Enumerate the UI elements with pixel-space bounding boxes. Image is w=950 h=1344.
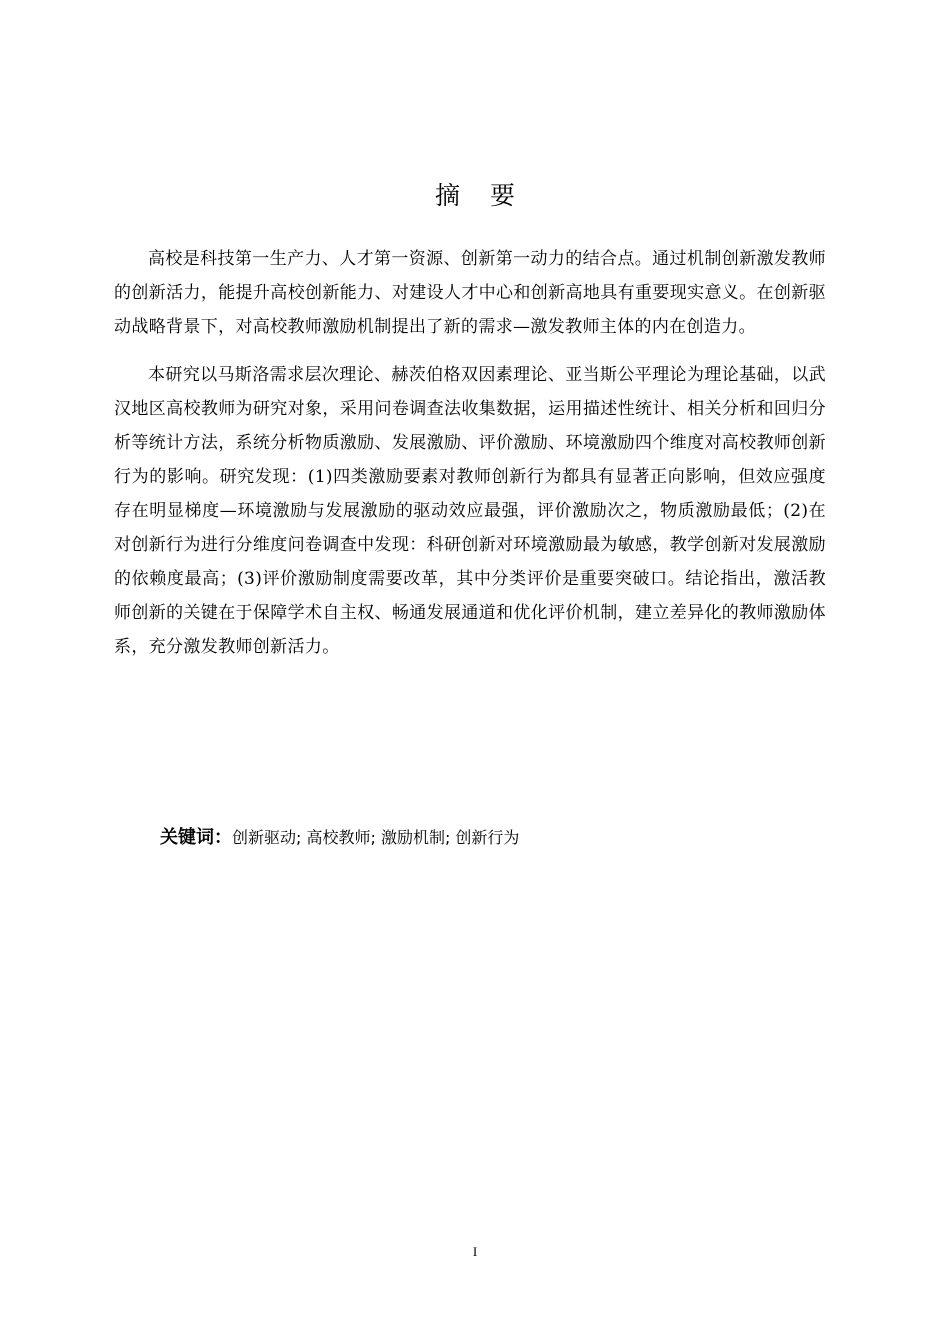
keywords-line (160, 822, 810, 854)
abstract-body (114, 242, 826, 678)
abstract-title: 摘要 (434, 181, 545, 210)
keywords-text: 创新驱动; 高校教师; 激励机制; 创新行为 (232, 828, 520, 847)
page-number: I (472, 1244, 478, 1259)
keywords-label: 关键词： (160, 827, 232, 848)
abstract-paragraph-1: 高校是科技第一生产力、人才第一资源、创新第一动力的结合点。通过机制创新激发教师的创新活力，能提升高校创新能力、对建设人才中心和创新高地具有重要现实意义。在创新驱动战略背景下，对高校教师激励机制提出了新的需求—激发教师主体的内在创造力。 (114, 249, 826, 337)
abstract-paragraph-2: 本研究以马斯洛需求层次理论、赫茨伯格双因素理论、亚当斯公平理论为理论基础，以武汉地区高校教师为研究对象，采用问卷调查法收集数据，运用描述性统计、相关分析和回归分析等统计方法，系统分析物质激励、发展激励、评价激励、环境激励四个维度对高校教师创新行为的影响。研究发现：(1)四类激励要素对教师创新行为都具有显著正向影响，但效应强度存在明显梯度—环境激励与发展激励的驱动效应最强，评价激励次之，物质激励最低；(2)在对创新行为进行分维度问卷调查中发现：科研创新对环境激励最为敏感，教学创新对发展激励的依赖度最高；(3)评价激励制度需要改革，其中分类评价是重要突破口。结论指出，激活教师创新的关键在于保障学术自主权、畅通发展通道和优化评价机制，建立差异化的教师激励体系，充分激发教师创新活力。 (114, 365, 826, 657)
